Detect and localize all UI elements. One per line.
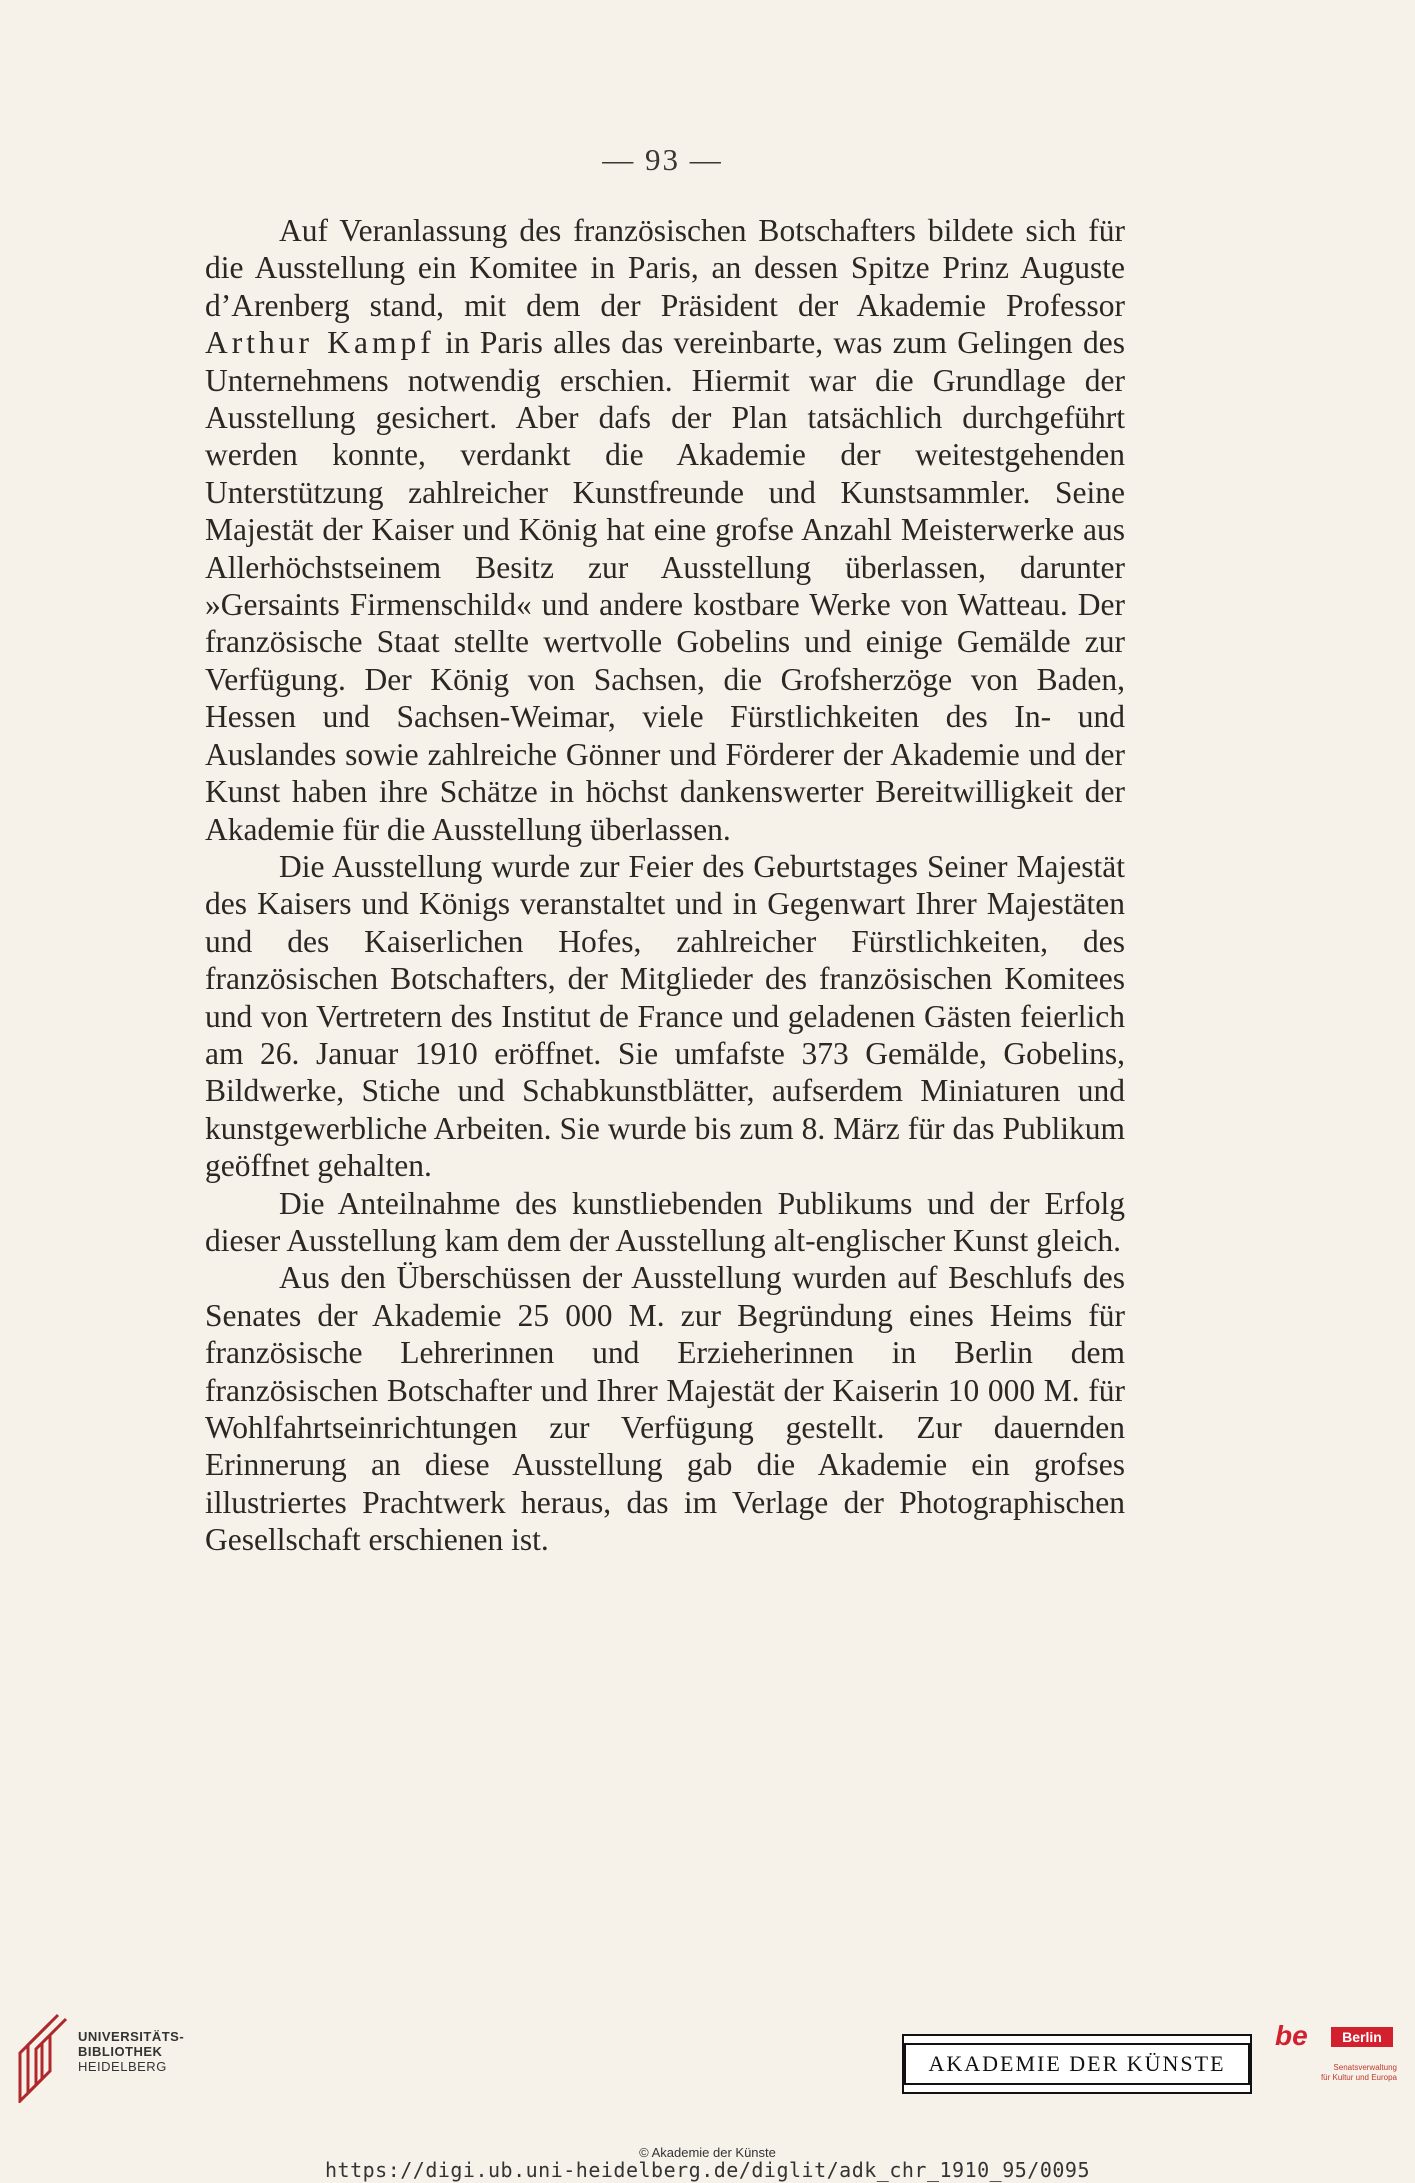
berlin-logo	[1275, 2020, 1400, 2090]
senate-department-text	[1305, 2063, 1397, 2083]
paragraph-1-start: Auf Veranlassung des französischen Botschafters bildete sich für die Ausstellung ein Komitee in Paris, an dessen Spitze Prinz Auguste d’Arenberg stand, mit dem der Präsident der Akademie Professor	[205, 213, 1125, 323]
paragraph-1	[205, 212, 1125, 848]
akademie-logo-text: AKADEMIE DER KÜNSTE	[904, 2043, 1249, 2085]
berlin-flag: Berlin	[1331, 2027, 1393, 2047]
berlin-be-text: be	[1275, 2020, 1308, 2051]
library-line-1: UNIVERSITÄTS-	[78, 2029, 185, 2044]
body-text	[205, 212, 1125, 1559]
page-number: — 93 —	[602, 142, 723, 177]
university-library-name	[78, 2029, 184, 2074]
paragraph-4: Aus den Überschüssen der Ausstellung wurden auf Beschlufs des Senates der Akademie 25 000 M. zur Begründung eines Heims für französische Lehrerinnen und Erzieherinnen in Berlin dem französischen Botschafter und Ihrer Majestät der Kaiserin 10 000 M. für Wohlfahrtseinrichtungen zur Verfügung gestellt. Zur dauernden Erinnerung an diese Ausstellung gab die Akademie ein grofses illustriertes Prachtwerk heraus, das im Verlage der Photographischen Gesellschaft erschienen ist.	[205, 1260, 1125, 1558]
senate-line-1: Senatsverwaltung	[1333, 2063, 1397, 2072]
permalink-url[interactable]: https://digi.ub.uni-heidelberg.de/diglit/adk_chr_1910_95/0095	[324, 2158, 1090, 2182]
university-library-logo-icon	[10, 2013, 70, 2103]
paragraph-1-end: in Paris alles das vereinbarte, was zum Gelingen des Unternehmens notwendig erschien. Hiermit war die Grundlage der Ausstellung gesichert. Aber dafs der Plan tatsächlich durchgeführt werden konnte, verdankt die Akademie der weitestgehenden Unterstützung zahlreicher Kunstfreunde und Kunstsammler. Seine Majestät der Kaiser und König hat eine grofse Anzahl Meisterwerke aus Allerhöchstseinem Besitz zur Ausstellung überlassen, darunter »Gersaints Firmenschild« und andere kostbare Werke von Watteau. Der französische Staat stellte wertvolle Gobelins und einige Gemälde zur Verfügung. Der König von Sachsen, die Grofsherzöge von Baden, Hessen und Sachsen-Weimar, viele Fürstlichkeiten des In- und Auslandes sowie zahlreiche Gönner und Förderer der Akademie und der Kunst haben ihre Schätze in höchst dankenswerter Bereitwilligkeit der Akademie für die Ausstellung überlassen.	[205, 325, 1125, 847]
akademie-logo	[902, 2034, 1252, 2094]
library-line-3: HEIDELBERG	[78, 2059, 167, 2074]
copyright-notice: © Akademie der Künste	[639, 2145, 776, 2160]
paragraph-3: Die Anteilnahme des kunstliebenden Publikums und der Erfolg dieser Ausstellung kam dem der Ausstellung alt-englischer Kunst gleich.	[205, 1185, 1125, 1258]
senate-line-2: für Kultur und Europa	[1320, 2073, 1397, 2082]
paragraph-2: Die Ausstellung wurde zur Feier des Geburtstages Seiner Majestät des Kaisers und Königs veranstaltet und in Gegenwart Ihrer Majestäten und des Kaiserlichen Hofes, zahlreicher Fürstlichkeiten, des französischen Botschafters, der Mitglieder des französischen Komitees und von Vertretern des Institut de France und geladenen Gästen feierlich am 26. Januar 1910 eröffnet. Sie umfafste 373 Gemälde, Gobelins, Bildwerke, Stiche und Schabkunstblätter, aufserdem Miniaturen und kunstgewerbliche Arbeiten. Sie wurde bis zum 8. März für das Publikum geöffnet gehalten.	[205, 848, 1125, 1184]
library-line-2: BIBLIOTHEK	[78, 2044, 163, 2059]
spaced-name: Arthur Kampf	[205, 325, 435, 361]
